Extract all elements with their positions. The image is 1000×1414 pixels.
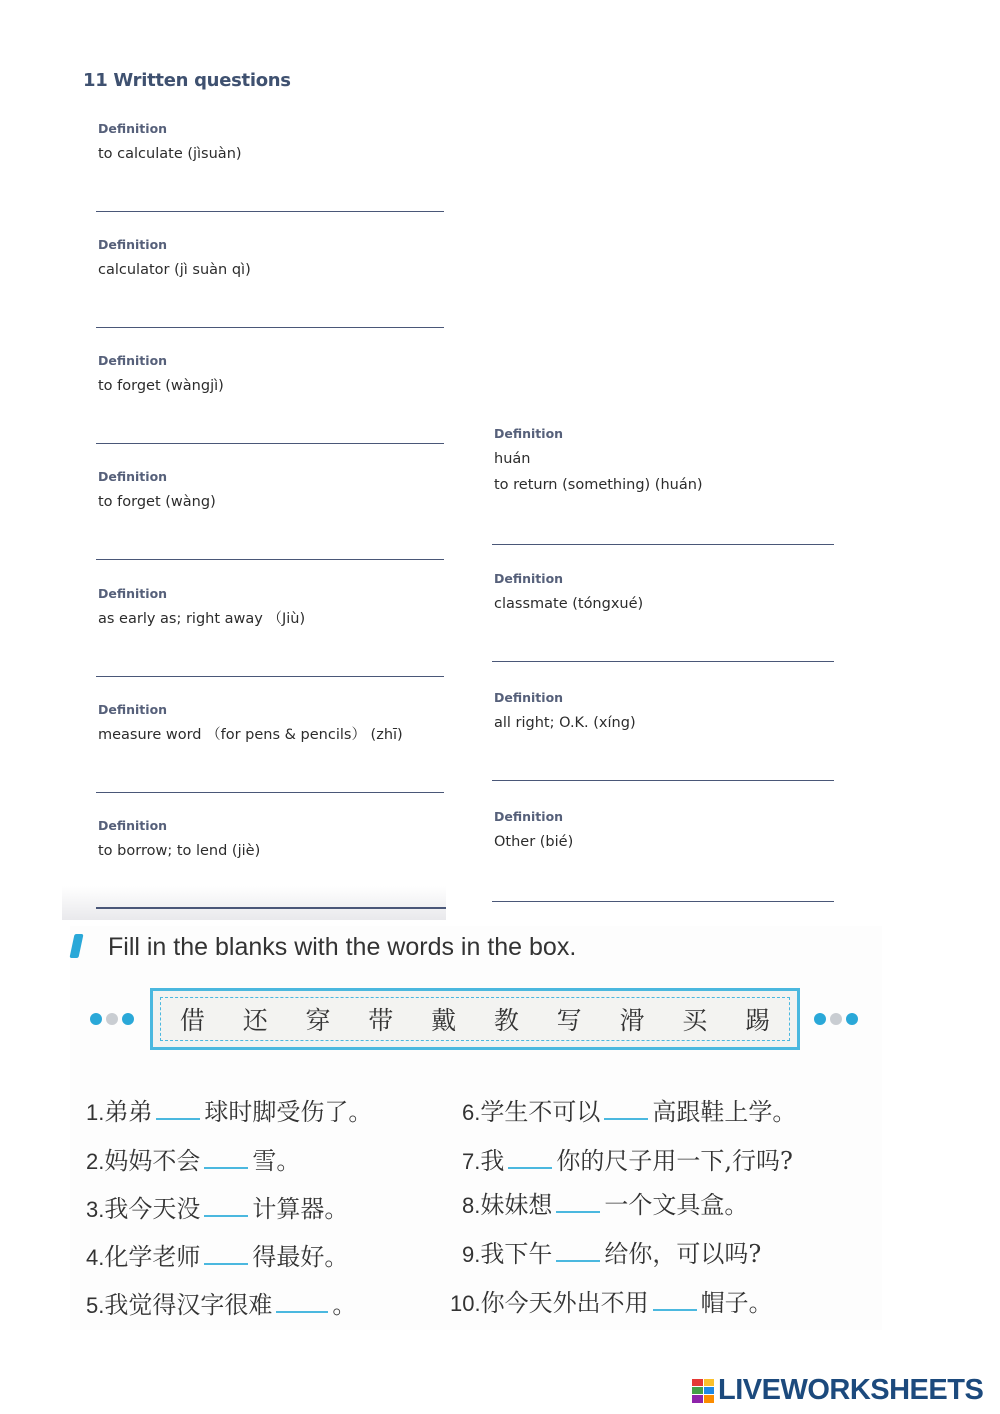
definition-label: Definition (98, 469, 168, 484)
answer-input[interactable] (492, 754, 834, 781)
word-option: 借 (179, 1006, 205, 1035)
word-option: 戴 (431, 1006, 457, 1035)
definition-label: Definition (98, 586, 168, 601)
fill-blanks-title: Fill in the blanks with the words in the box. (108, 933, 577, 961)
definition-text: measure word （for pens & pencils） (zhī) (98, 727, 403, 743)
blank (204, 1147, 248, 1169)
answer-input[interactable] (492, 518, 834, 545)
answer-input[interactable] (96, 301, 444, 328)
definition-text: huán (494, 451, 531, 467)
blank (508, 1147, 552, 1169)
definition-text: as early as; right away （Jiù) (98, 611, 306, 627)
answer-line[interactable] (96, 907, 446, 909)
definition-label: Definition (494, 690, 564, 705)
blank (556, 1240, 600, 1262)
word-option: 买 (682, 1006, 708, 1035)
word-option: 写 (556, 1006, 582, 1035)
word-option: 穿 (305, 1006, 331, 1035)
question-item: 2.妈妈不会 雪。 (86, 1147, 301, 1175)
word-box (150, 988, 800, 1050)
word-option: 教 (493, 1006, 519, 1035)
definition-label: Definition (98, 353, 168, 368)
definition-label: Definition (98, 818, 168, 833)
answer-input[interactable] (96, 533, 444, 560)
blank (156, 1098, 200, 1120)
answer-input[interactable] (96, 650, 444, 677)
blank (604, 1098, 648, 1120)
blank (653, 1289, 697, 1311)
definition-label: Definition (98, 702, 168, 717)
brand-logo[interactable] (692, 1374, 983, 1407)
answer-input[interactable] (492, 635, 834, 662)
definition-text: to borrow; to lend (jiè) (98, 843, 261, 859)
blank (276, 1291, 328, 1313)
right-dots-icon (814, 1013, 858, 1025)
definition-text: to forget (wàng) (98, 494, 216, 510)
word-option: 滑 (619, 1006, 645, 1035)
blank (204, 1243, 248, 1265)
definition-label: Definition (494, 809, 564, 824)
definition-label: Definition (98, 237, 168, 252)
question-item: 9.我下午 给你，可以吗? (462, 1240, 762, 1268)
question-item: 5.我觉得汉字很难 。 (86, 1291, 357, 1319)
blank (556, 1191, 600, 1213)
question-item: 6.学生不可以 高跟鞋上学。 (462, 1098, 797, 1126)
question-item: 4.化学老师 得最好。 (86, 1243, 349, 1271)
liveworksheets-logo-icon (692, 1379, 714, 1403)
answer-input[interactable] (492, 875, 834, 902)
question-item: 3.我今天没 计算器。 (86, 1195, 349, 1223)
word-option: 带 (368, 1006, 394, 1035)
answer-input[interactable] (96, 766, 444, 793)
word-box-inner (160, 997, 790, 1041)
definition-label: Definition (494, 571, 564, 586)
question-item: 10.你今天外出不用 帽子。 (450, 1289, 773, 1317)
answer-input[interactable] (96, 185, 444, 212)
definition-text-line2: to return (something) (huán) (494, 477, 703, 493)
answer-input[interactable] (96, 417, 444, 444)
definition-label: Definition (494, 426, 564, 441)
word-option: 还 (242, 1006, 268, 1035)
question-item: 8.妹妹想 一个文具盒。 (462, 1191, 749, 1219)
definition-label: Definition (98, 121, 168, 136)
word-option: 踢 (745, 1006, 771, 1035)
question-item: 1.弟弟 球时脚受伤了。 (86, 1098, 373, 1126)
definition-text: to calculate (jìsuàn) (98, 146, 242, 162)
definition-text: all right; O.K. (xíng) (494, 715, 636, 731)
definition-text: Other (bié) (494, 834, 574, 850)
card-shadow (62, 886, 446, 920)
question-item: 7.我 你的尺子用一下,行吗? (462, 1147, 793, 1175)
brand-name: LIVEWORKSHEETS (718, 1374, 984, 1406)
section-heading: 11 Written questions (83, 70, 291, 91)
left-dots-icon (90, 1013, 134, 1025)
definition-text: to forget (wàngjì) (98, 378, 224, 394)
definition-text: calculator (jì suàn qì) (98, 262, 251, 278)
definition-text: classmate (tóngxué) (494, 596, 644, 612)
blank (204, 1195, 248, 1217)
